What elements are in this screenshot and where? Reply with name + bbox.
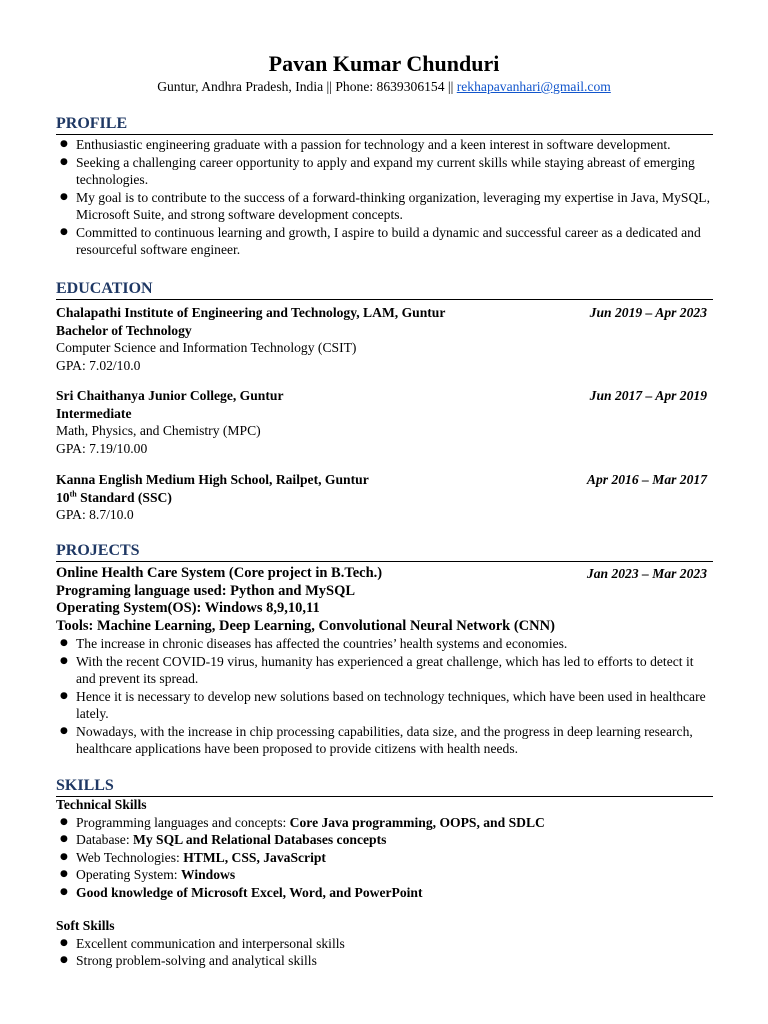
contact-details: Guntur, Andhra Pradesh, India || Phone: 8639306154 || (157, 79, 457, 94)
education-heading: EDUCATION (56, 279, 713, 300)
school-name: Sri Chaithanya Junior College, Guntur (56, 388, 284, 403)
project-tools: Tools: Machine Learning, Deep Learning, Convolutional Neural Network (CNN) (56, 617, 555, 634)
education-entry (56, 471, 713, 524)
gpa: GPA: 8.7/10.0 (56, 507, 134, 522)
education-dates: Apr 2016 – Mar 2017 (586, 472, 707, 487)
school-name: Chalapathi Institute of Engineering and Technology, LAM, Guntur (56, 305, 446, 320)
degree-detail: Math, Physics, and Chemistry (MPC) (56, 423, 261, 438)
skill-item: ● Operating System: Windows (56, 866, 713, 884)
project-item: ● Nowadays, with the increase in chip processing capabilities, data size, and the progress in deep learning research, healthcare applications have been proposed to provide citizens with health needs. (56, 723, 713, 758)
education-dates: Jun 2019 – Apr 2023 (589, 305, 707, 320)
profile-section (56, 136, 713, 259)
gpa: GPA: 7.19/10.00 (56, 440, 148, 456)
education-entry (56, 304, 713, 374)
profile-item: ● My goal is to contribute to the success of a forward-thinking organization, leveraging my expertise in Java, MySQL, Microsoft Suite, and strong software development concepts. (56, 189, 713, 224)
profile-item: ● Enthusiastic engineering graduate with a passion for technology and a keen interest in software development. (56, 136, 713, 154)
school-name: Kanna English Medium High School, Railpet, Guntur (56, 472, 369, 487)
soft-skill-item: ● Excellent communication and interpersonal skills (56, 935, 713, 953)
candidate-name: Pavan Kumar Chunduri (268, 51, 500, 76)
skills-heading: SKILLS (56, 776, 713, 797)
email-link[interactable]: rekhapavanhari@gmail.com (456, 79, 611, 94)
project-dates: Jan 2023 – Mar 2023 (586, 566, 707, 581)
project-entry (56, 565, 713, 758)
skill-item: ● Database: My SQL and Relational Databases concepts (56, 831, 713, 849)
skill-item: ● Web Technologies: HTML, CSS, JavaScript (56, 849, 713, 867)
project-language: Programing language used: Python and MySQL (56, 582, 356, 599)
soft-skill-item: ● Strong problem-solving and analytical skills (56, 952, 713, 970)
profile-heading: PROFILE (56, 114, 713, 135)
degree: 10th Standard (SSC) (56, 488, 172, 505)
degree: Intermediate (56, 405, 132, 421)
technical-skills-title: Technical Skills (56, 797, 147, 812)
soft-skills-title: Soft Skills (56, 918, 115, 933)
project-item: ● The increase in chronic diseases has affected the countries’ health systems and economies. (56, 635, 713, 653)
skills-section (56, 796, 713, 970)
contact-line (0, 78, 768, 96)
gpa: GPA: 7.02/10.0 (56, 357, 141, 373)
degree: Bachelor of Technology (56, 322, 192, 338)
skill-item: ● Programming languages and concepts: Core Java programming, OOPS, and SDLC (56, 814, 713, 832)
education-dates: Jun 2017 – Apr 2019 (589, 388, 707, 403)
project-item: ● Hence it is necessary to develop new solutions based on technology techniques, which have been used in healthcare lately. (56, 688, 713, 723)
profile-item: ● Committed to continuous learning and growth, I aspire to build a dynamic and successful career as a dedicated and resourceful software engineer. (56, 224, 713, 259)
project-name: Online Health Care System (Core project in B.Tech.) (56, 565, 383, 581)
project-item: ● With the recent COVID-19 virus, humanity has experienced a great challenge, which has led to efforts to detect it and prevent its spread. (56, 653, 713, 688)
project-os: Operating System(OS): Windows 8,9,10,11 (56, 600, 320, 616)
profile-item: ● Seeking a challenging career opportunity to apply and expand my current skills while staying abreast of emerging technologies. (56, 154, 713, 189)
education-entry (56, 387, 713, 457)
degree-detail: Computer Science and Information Technology (CSIT) (56, 340, 357, 355)
skill-item: ● Good knowledge of Microsoft Excel, Word, and PowerPoint (56, 884, 713, 902)
projects-heading: PROJECTS (56, 541, 713, 562)
